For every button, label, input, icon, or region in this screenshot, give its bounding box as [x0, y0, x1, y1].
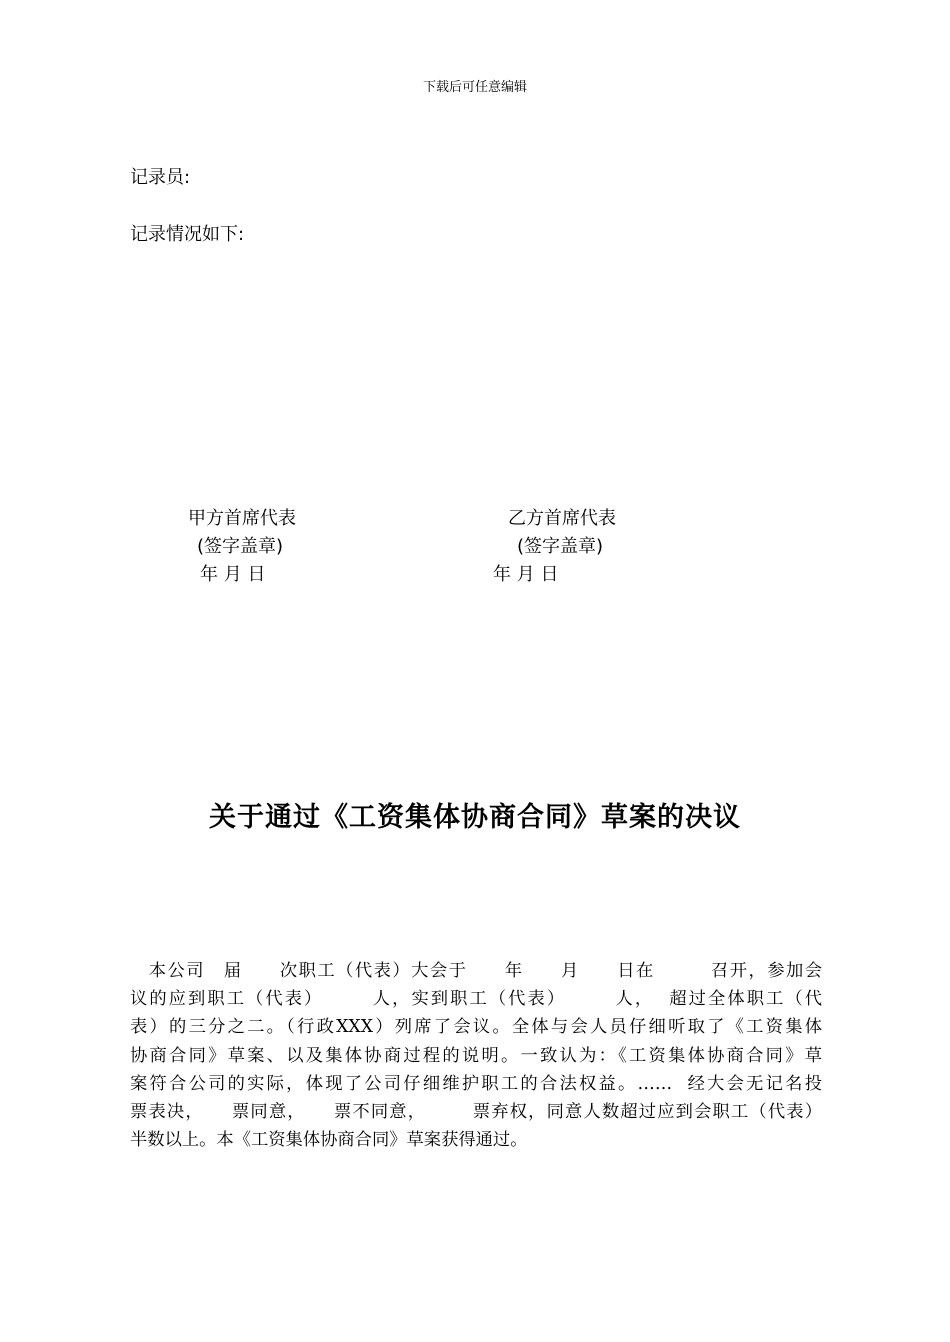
resolution-line: 案符合公司的实际，体现了公司仔细维护职工的合法权益。…… 经大会无记名投 — [130, 1073, 822, 1094]
resolution-line: 本公司 届 次职工（代表）大会于 年 月 日在 召开，参加会 — [130, 961, 822, 981]
resolution-line: 协商合同》草案、以及集体协商过程的说明。一致认为：《工资集体协商合同》草 — [130, 1045, 822, 1066]
resolution-line: 票表决， 票同意， 票不同意， 票弃权，同意人数超过应到会职工（代表） — [130, 1102, 822, 1123]
party-b-date: 年 月 日 — [493, 564, 559, 585]
resolution-line: 议的应到职工（代表） 人，实到职工（代表） 人， 超过全体职工（代 — [130, 989, 822, 1010]
page-header-note: 下载后可任意编辑 — [422, 80, 527, 95]
resolution-body — [130, 957, 822, 1154]
resolution-title: 关于通过《工资集体协商合同》草案的决议 — [209, 802, 741, 833]
record-situation-label: 记录情况如下: — [130, 224, 245, 245]
party-a-title: 甲方首席代表 — [188, 508, 296, 529]
resolution-line: 半数以上。本《工资集体协商合同》草案获得通过。 — [130, 1130, 528, 1151]
party-a-date: 年 月 日 — [200, 564, 266, 585]
recorder-label: 记录员: — [130, 167, 191, 188]
party-b-title: 乙方首席代表 — [508, 508, 616, 529]
party-b-seal: (签字盖章) — [517, 536, 604, 557]
resolution-line: 表）的三分之二。（行政XXX）列席了会议。全体与会人员仔细听取了《工资集体 — [130, 1017, 822, 1038]
party-a-seal: (签字盖章) — [197, 536, 284, 557]
